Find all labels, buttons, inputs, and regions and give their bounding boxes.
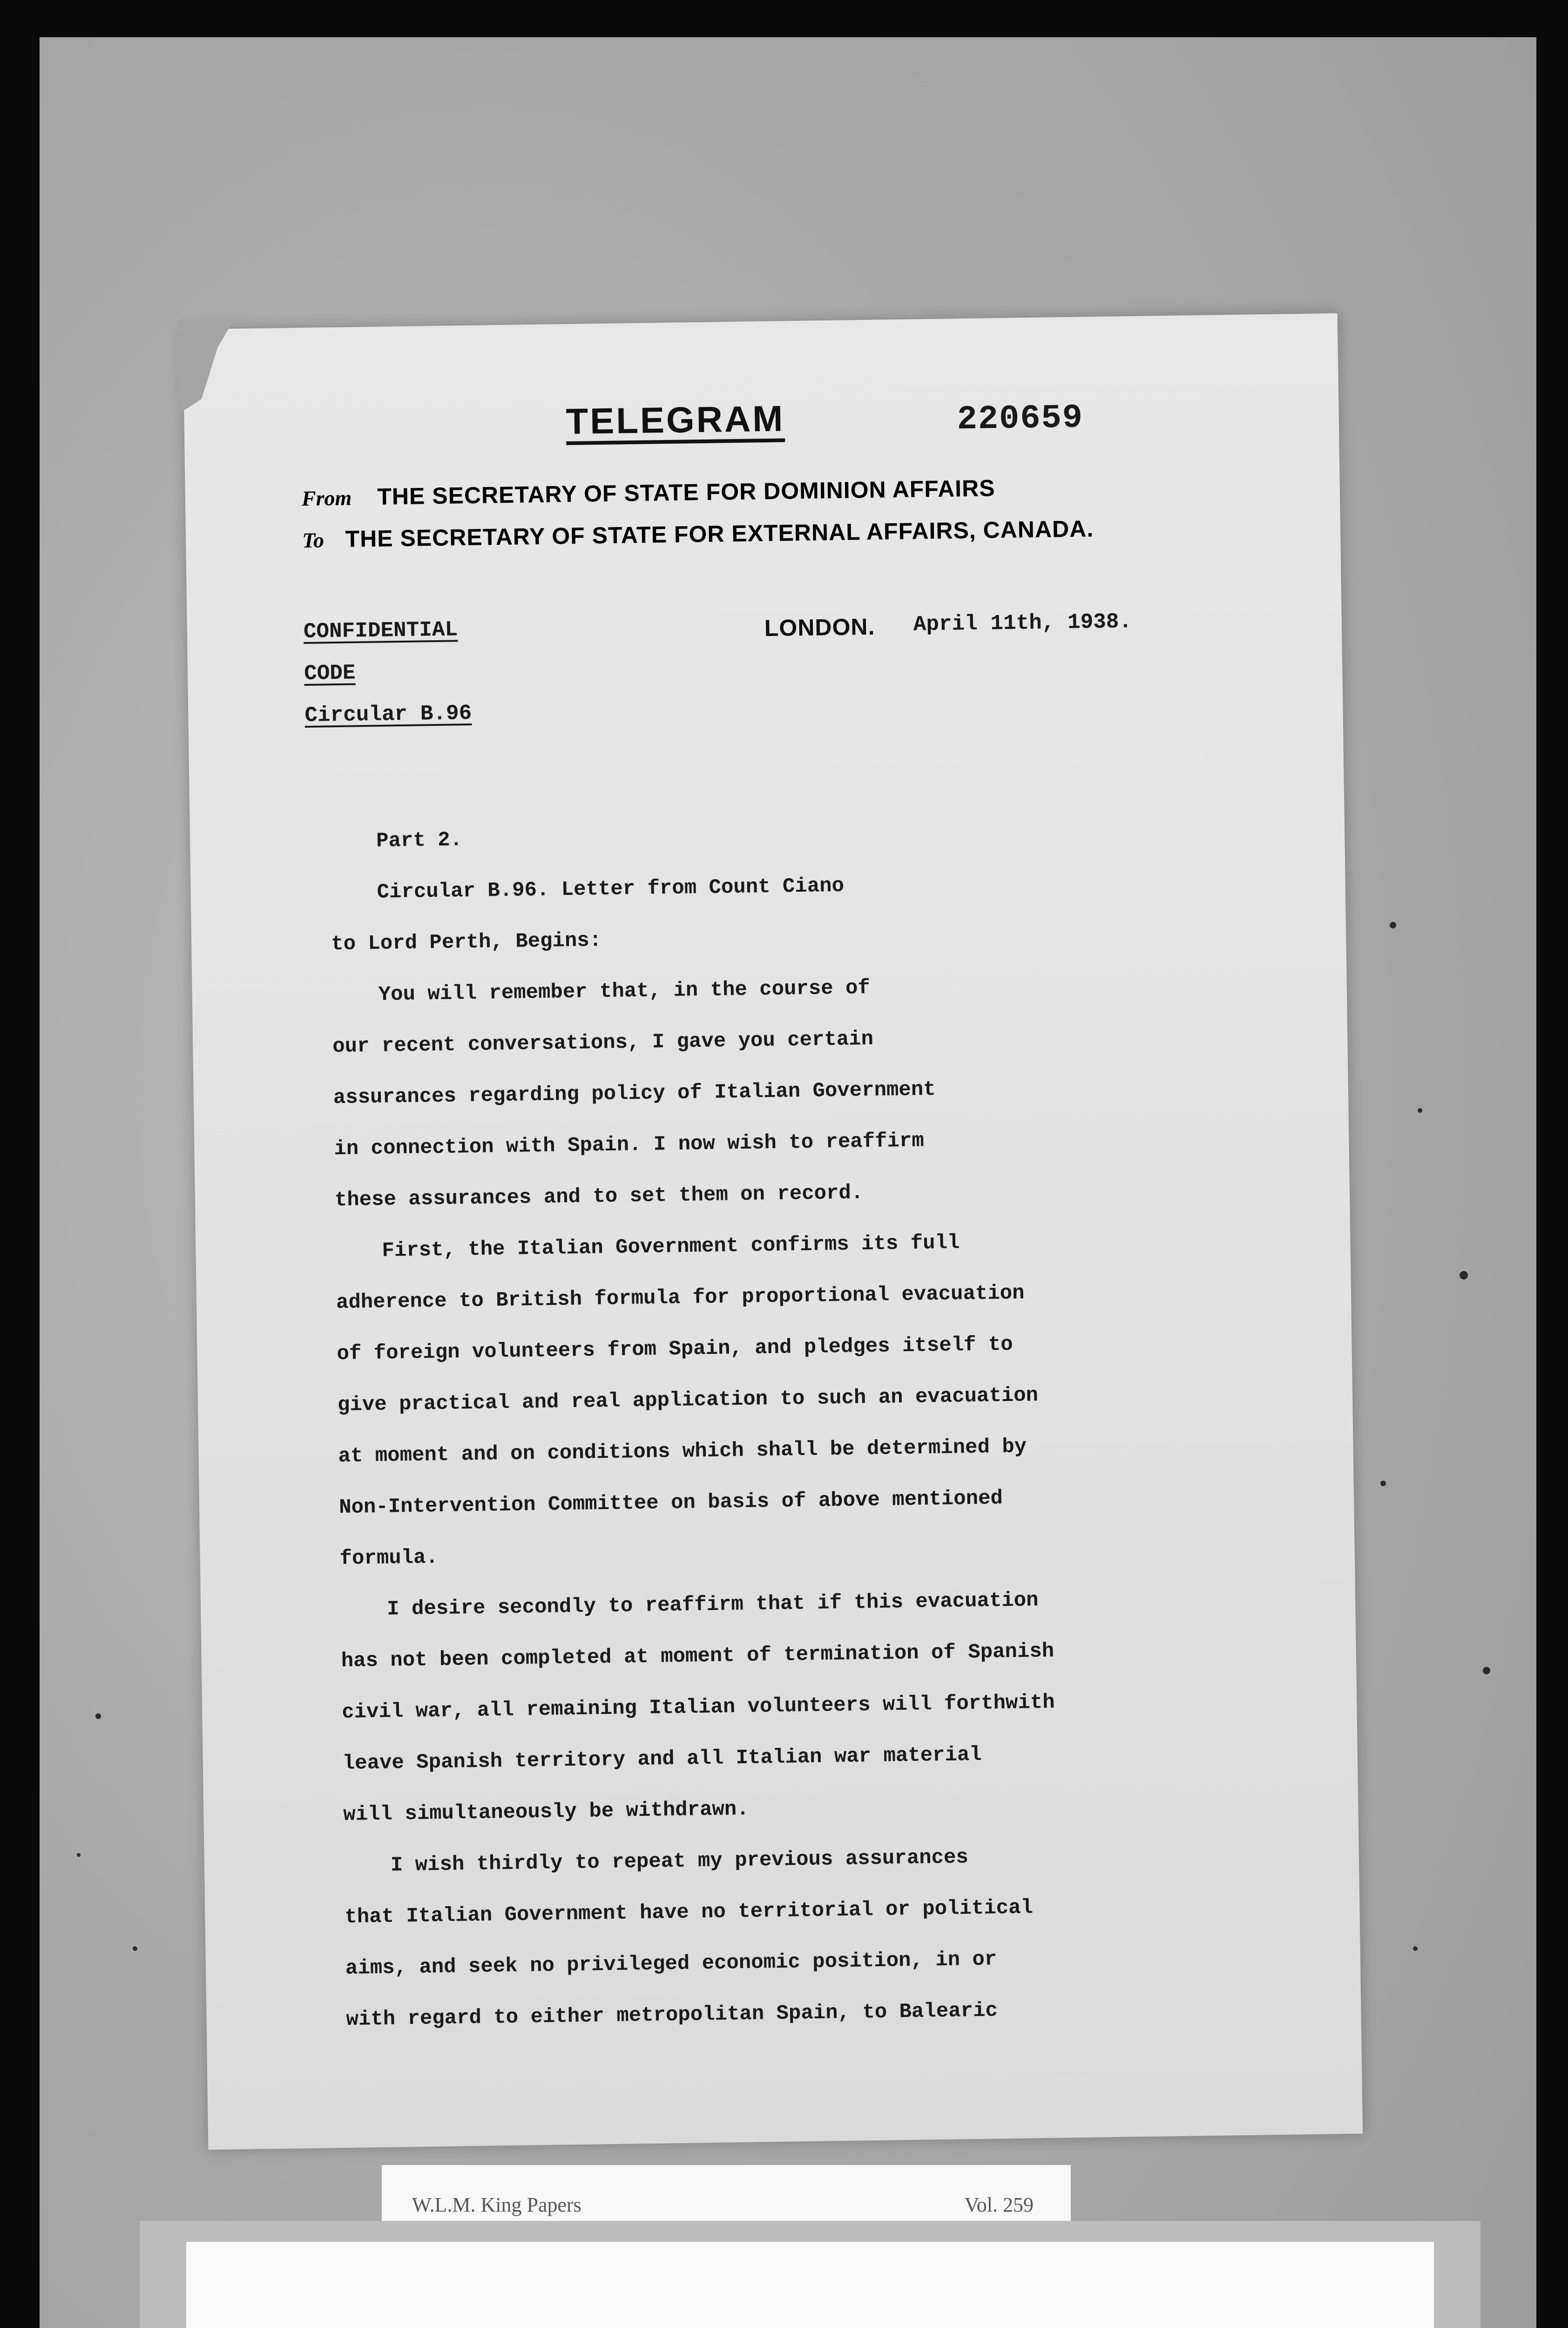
body-line: aims, and seek no privileged economic position, in or (345, 1948, 997, 1980)
classification-mark: CONFIDENTIAL (303, 617, 458, 644)
body-line: leave Spanish territory and all Italian war material (342, 1743, 982, 1776)
speck (77, 1853, 81, 1857)
body-line: First, the Italian Government confirms its full (382, 1231, 960, 1263)
archive-card-frame (140, 2221, 1480, 2328)
body-line: adherence to British formula for proportional evacuation (336, 1281, 1025, 1315)
from-text: THE SECRETARY OF STATE FOR DOMINION AFFAIRS (377, 475, 995, 510)
torn-corner (178, 319, 236, 413)
body-line: Non-Intervention Committee on basis of above mentioned (338, 1487, 1003, 1520)
speck (1380, 1481, 1386, 1486)
volume-number: Vol. 259 (964, 2193, 1034, 2216)
body-line: I desire secondly to reaffirm that if this evacuation (386, 1589, 1039, 1621)
body-line: our recent conversations, I gave you certain (332, 1027, 874, 1059)
body-line: You will remember that, in the course of (378, 976, 871, 1007)
body-line: of foreign volunteers from Spain, and pledges itself to (337, 1333, 1014, 1366)
speck (95, 1713, 101, 1719)
from-label: From (301, 486, 352, 510)
body-line: at moment and on conditions which shall be determined by (338, 1435, 1027, 1469)
body-line: has not been completed at moment of termination of Spanish (341, 1639, 1054, 1673)
to-text: THE SECRETARY OF STATE FOR EXTERNAL AFFAIRS, CANADA. (345, 515, 1094, 552)
body-line: Part 2. (376, 828, 463, 853)
speck (1483, 1667, 1490, 1674)
archive-card (186, 2242, 1434, 2328)
speck (1460, 1271, 1468, 1279)
to-row (302, 517, 1094, 551)
body-line: give practical and real application to such an evacuation (337, 1384, 1039, 1417)
speck (1418, 1108, 1422, 1113)
body-line: assurances regarding policy of Italian Government (333, 1078, 936, 1110)
telegram-body (331, 803, 1324, 2045)
speck (1390, 922, 1396, 928)
body-line: formula. (339, 1546, 439, 1571)
telegram-title: TELEGRAM (566, 400, 785, 445)
body-line: with regard to either metropolitan Spain, to Balearic (346, 1999, 998, 2031)
date: April 11th, 1938. (913, 609, 1132, 637)
to-label: To (302, 528, 324, 552)
circular-mark: Circular B.96 (304, 701, 472, 728)
body-line: will simultaneously be withdrawn. (343, 1797, 750, 1827)
speck (133, 1946, 137, 1951)
collection-name: W.L.M. King Papers (412, 2193, 581, 2216)
code-mark: CODE (304, 661, 356, 686)
telegram-number: 220659 (957, 399, 1084, 439)
body-line: to Lord Perth, Begins: (331, 929, 602, 956)
place: LONDON. (764, 613, 875, 642)
speck (1413, 1946, 1418, 1951)
body-line: that Italian Government have no territorial or political (345, 1896, 1034, 1929)
body-line: these assurances and to set them on record. (334, 1181, 864, 1212)
body-line: I wish thirdly to repeat my previous assurances (390, 1846, 969, 1877)
from-row (302, 476, 995, 509)
body-line: Circular B.96. Letter from Count Ciano (377, 874, 845, 904)
telegram-sheet (183, 313, 1363, 2150)
body-line: civil war, all remaining Italian volunteers will forthwith (341, 1691, 1055, 1725)
body-line: in connection with Spain. I now wish to reaffirm (334, 1129, 925, 1161)
